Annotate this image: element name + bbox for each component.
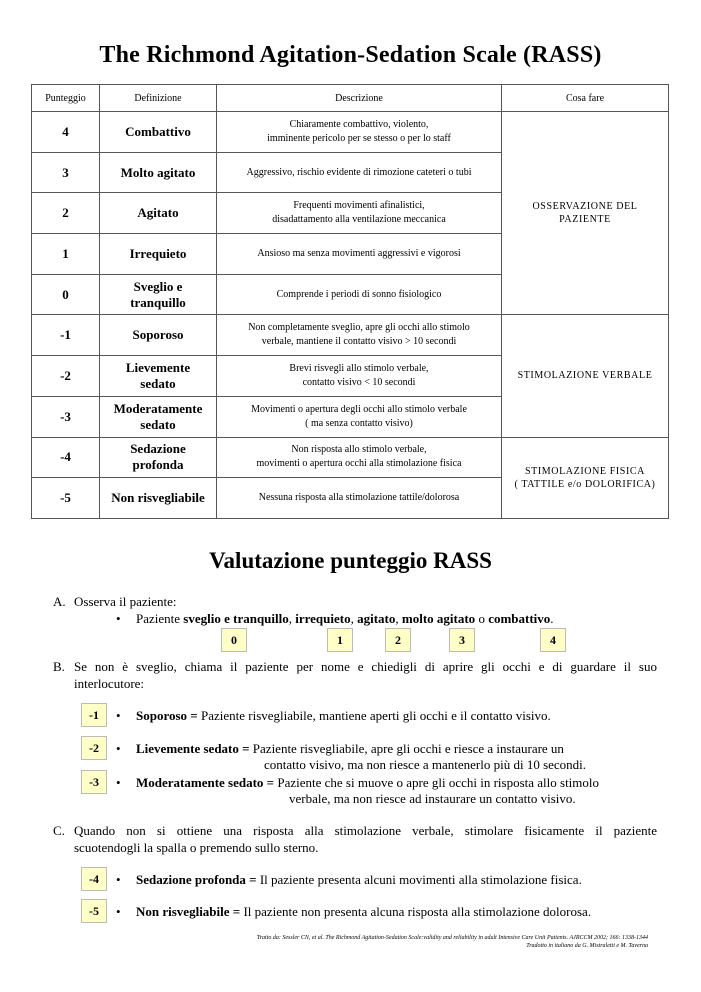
- bullet: •: [116, 611, 121, 626]
- entry-text: Il paziente presenta alcuni movimenti alla stimolazione fisica.: [256, 872, 582, 887]
- definition-line: Sedazione: [130, 441, 186, 457]
- description-line: Non completamente sveglio, apre gli occhi allo stimolo: [248, 322, 470, 334]
- entry-term: Sedazione profonda =: [136, 872, 257, 887]
- entry-continuation: verbale, ma non riesce ad instaurare un contatto visivo.: [289, 791, 576, 806]
- definition-line: profonda: [132, 457, 184, 473]
- header-score: Punteggio: [32, 85, 100, 112]
- section-b-letter: B.: [53, 659, 65, 674]
- definition-cell: Irrequieto: [100, 234, 217, 275]
- separator: ,: [350, 611, 358, 626]
- score-box: -2: [81, 736, 107, 760]
- description-cell: Nessuna risposta alla stimolazione tattile/dolorosa: [217, 478, 502, 519]
- state-term: irrequieto: [295, 611, 351, 626]
- evaluation-title: Valutazione punteggio RASS: [209, 548, 492, 573]
- score-cell: -5: [32, 478, 100, 519]
- action-cell-observe: [502, 112, 669, 315]
- entry-lievemente-sedato: [136, 740, 564, 757]
- description-cell: [217, 396, 502, 437]
- description-cell: [217, 437, 502, 478]
- section-c-text-line2: scuotendogli la spalla o premendo sullo sterno.: [74, 840, 319, 855]
- section-b-text-line2: interlocutore:: [74, 676, 145, 691]
- separator: ,: [395, 611, 402, 626]
- definition-line: tranquillo: [130, 294, 186, 310]
- description-line: verbale, mantiene il contatto visivo > 10 secondi: [261, 336, 457, 348]
- score-cell: 3: [32, 152, 100, 193]
- score-cell: -4: [32, 437, 100, 478]
- score-box: 2: [385, 628, 411, 652]
- description-line: Movimenti o apertura degli occhi allo stimolo verbale: [251, 403, 467, 415]
- section-c-text-line1: Quando non si ottiene una risposta alla stimolazione verbale, stimolare fisicamente il paziente: [74, 823, 657, 838]
- entry-continuation: contatto visivo, ma non riesce a mantenerlo più di 10 secondi.: [264, 757, 587, 772]
- entry-soporoso: [136, 707, 551, 724]
- section-a-bullet-text: [136, 610, 554, 627]
- footer-citation: Tratto da: Sessler CN, et al. The Richmond Agitation-Sedation Scale:validity and reliability in adult Intensive Care Unit Patients. AJRCCM 2002; 166: 1338-1344: [256, 935, 648, 941]
- score-cell: 0: [32, 274, 100, 315]
- definition-line: sedato: [140, 416, 176, 432]
- entry-sedazione-profonda: [136, 871, 582, 888]
- header-description: Descrizione: [217, 85, 502, 112]
- bullet: •: [116, 741, 121, 756]
- description-line: Chiaramente combattivo, violento,: [289, 118, 429, 130]
- score-cell: 4: [32, 112, 100, 153]
- table-header-row: [32, 85, 669, 112]
- description-line: Frequenti movimenti afinalistici,: [293, 200, 425, 212]
- definition-cell: [100, 274, 217, 315]
- definition-line: Moderatamente: [113, 400, 203, 416]
- table-row: [32, 112, 669, 153]
- score-box: -3: [81, 770, 107, 794]
- score-box: -1: [81, 703, 107, 727]
- description-line: ( ma senza contatto visivo): [305, 417, 413, 429]
- definition-cell: Combattivo: [100, 112, 217, 153]
- section-b-text-line1: Se non è sveglio, chiama il paziente per nome e chiedigli di aprire gli occhi e di guardare il suo: [74, 659, 657, 674]
- section-c-letter: C.: [53, 823, 65, 838]
- description-cell: [217, 112, 502, 153]
- definition-cell: [100, 437, 217, 478]
- description-line: Non risposta allo stimolo verbale,: [291, 444, 427, 456]
- table-row: [32, 437, 669, 478]
- definition-line: Lievemente: [125, 359, 191, 375]
- entry-term: Non risvegliabile =: [136, 904, 241, 919]
- score-cell: -3: [32, 396, 100, 437]
- entry-non-risvegliabile: [136, 903, 591, 920]
- score-box: 1: [327, 628, 353, 652]
- header-action: Cosa fare: [502, 85, 669, 112]
- action-cell-verbal: STIMOLAZIONE VERBALE: [502, 315, 669, 437]
- score-cell: -1: [32, 315, 100, 356]
- rass-table: [31, 84, 669, 519]
- entry-term: Lievemente sedato =: [136, 741, 250, 756]
- action-cell-physical: [502, 437, 669, 518]
- separator: .: [550, 611, 554, 626]
- action-line: STIMOLAZIONE FISICA: [524, 465, 645, 477]
- definition-cell: Soporoso: [100, 315, 217, 356]
- table-row: [32, 315, 669, 356]
- entry-text: Paziente che si muove o apre gli occhi in risposta allo stimolo: [274, 775, 600, 790]
- bullet-prefix: Paziente: [136, 611, 184, 626]
- description-line: imminente pericolo per se stesso o per lo staff: [267, 132, 451, 144]
- section-a-text: Osserva il paziente:: [74, 594, 177, 609]
- score-box: -5: [81, 899, 107, 923]
- entry-moderatamente-sedato: [136, 774, 599, 791]
- separator: ,: [288, 611, 296, 626]
- definition-cell: [100, 396, 217, 437]
- description-line: contatto visivo < 10 secondi: [302, 376, 416, 388]
- action-line: ( TATTILE e/o DOLORIFICA): [514, 478, 656, 490]
- description-line: disadattamento alla ventilazione meccanica: [272, 214, 446, 226]
- state-term: molto agitato: [401, 611, 476, 626]
- score-box: -4: [81, 867, 107, 891]
- section-a-letter: A.: [53, 594, 66, 609]
- score-cell: 2: [32, 193, 100, 234]
- description-line: Brevi risvegli allo stimolo verbale,: [289, 362, 429, 374]
- definition-cell: [100, 356, 217, 397]
- state-term: combattivo: [488, 611, 551, 626]
- description-cell: [217, 193, 502, 234]
- entry-text: Paziente risvegliabile, apre gli occhi e riesce a instaurare un: [249, 741, 564, 756]
- score-cell: 1: [32, 234, 100, 275]
- score-box: 3: [449, 628, 475, 652]
- definition-cell: Non risvegliabile: [100, 478, 217, 519]
- action-line: PAZIENTE: [559, 214, 611, 226]
- definition-cell: Molto agitato: [100, 152, 217, 193]
- score-box: 4: [540, 628, 566, 652]
- header-definition: Definizione: [100, 85, 217, 112]
- state-term: sveglio e tranquillo: [183, 611, 289, 626]
- score-cell: -2: [32, 356, 100, 397]
- entry-text: Paziente risvegliabile, mantiene aperti gli occhi e il contatto visivo.: [197, 708, 551, 723]
- bullet: •: [116, 708, 121, 723]
- action-line: OSSERVAZIONE DEL: [532, 201, 638, 213]
- state-term: agitato: [357, 611, 396, 626]
- definition-line: sedato: [140, 375, 176, 391]
- footer-translation: Tradotto in italiano da G. Mistraletti e M. Taverna: [526, 943, 648, 949]
- description-cell: [217, 315, 502, 356]
- definition-cell: Agitato: [100, 193, 217, 234]
- entry-text: Il paziente non presenta alcuna risposta alla stimolazione dolorosa.: [240, 904, 592, 919]
- description-cell: Comprende i periodi di sonno fisiologico: [217, 274, 502, 315]
- description-cell: [217, 356, 502, 397]
- bullet: •: [116, 904, 121, 919]
- separator: o: [475, 611, 489, 626]
- entry-term: Moderatamente sedato =: [136, 775, 275, 790]
- definition-line: Sveglio e: [133, 278, 183, 294]
- page-title: The Richmond Agitation-Sedation Scale (RASS): [99, 42, 602, 68]
- description-cell: Aggressivo, rischio evidente di rimozione cateteri o tubi: [217, 152, 502, 193]
- bullet: •: [116, 775, 121, 790]
- bullet: •: [116, 872, 121, 887]
- entry-term: Soporoso =: [136, 708, 198, 723]
- description-cell: Ansioso ma senza movimenti aggressivi e vigorosi: [217, 234, 502, 275]
- score-box: 0: [221, 628, 247, 652]
- description-line: movimenti o apertura occhi alla stimolazione fisica: [256, 458, 462, 470]
